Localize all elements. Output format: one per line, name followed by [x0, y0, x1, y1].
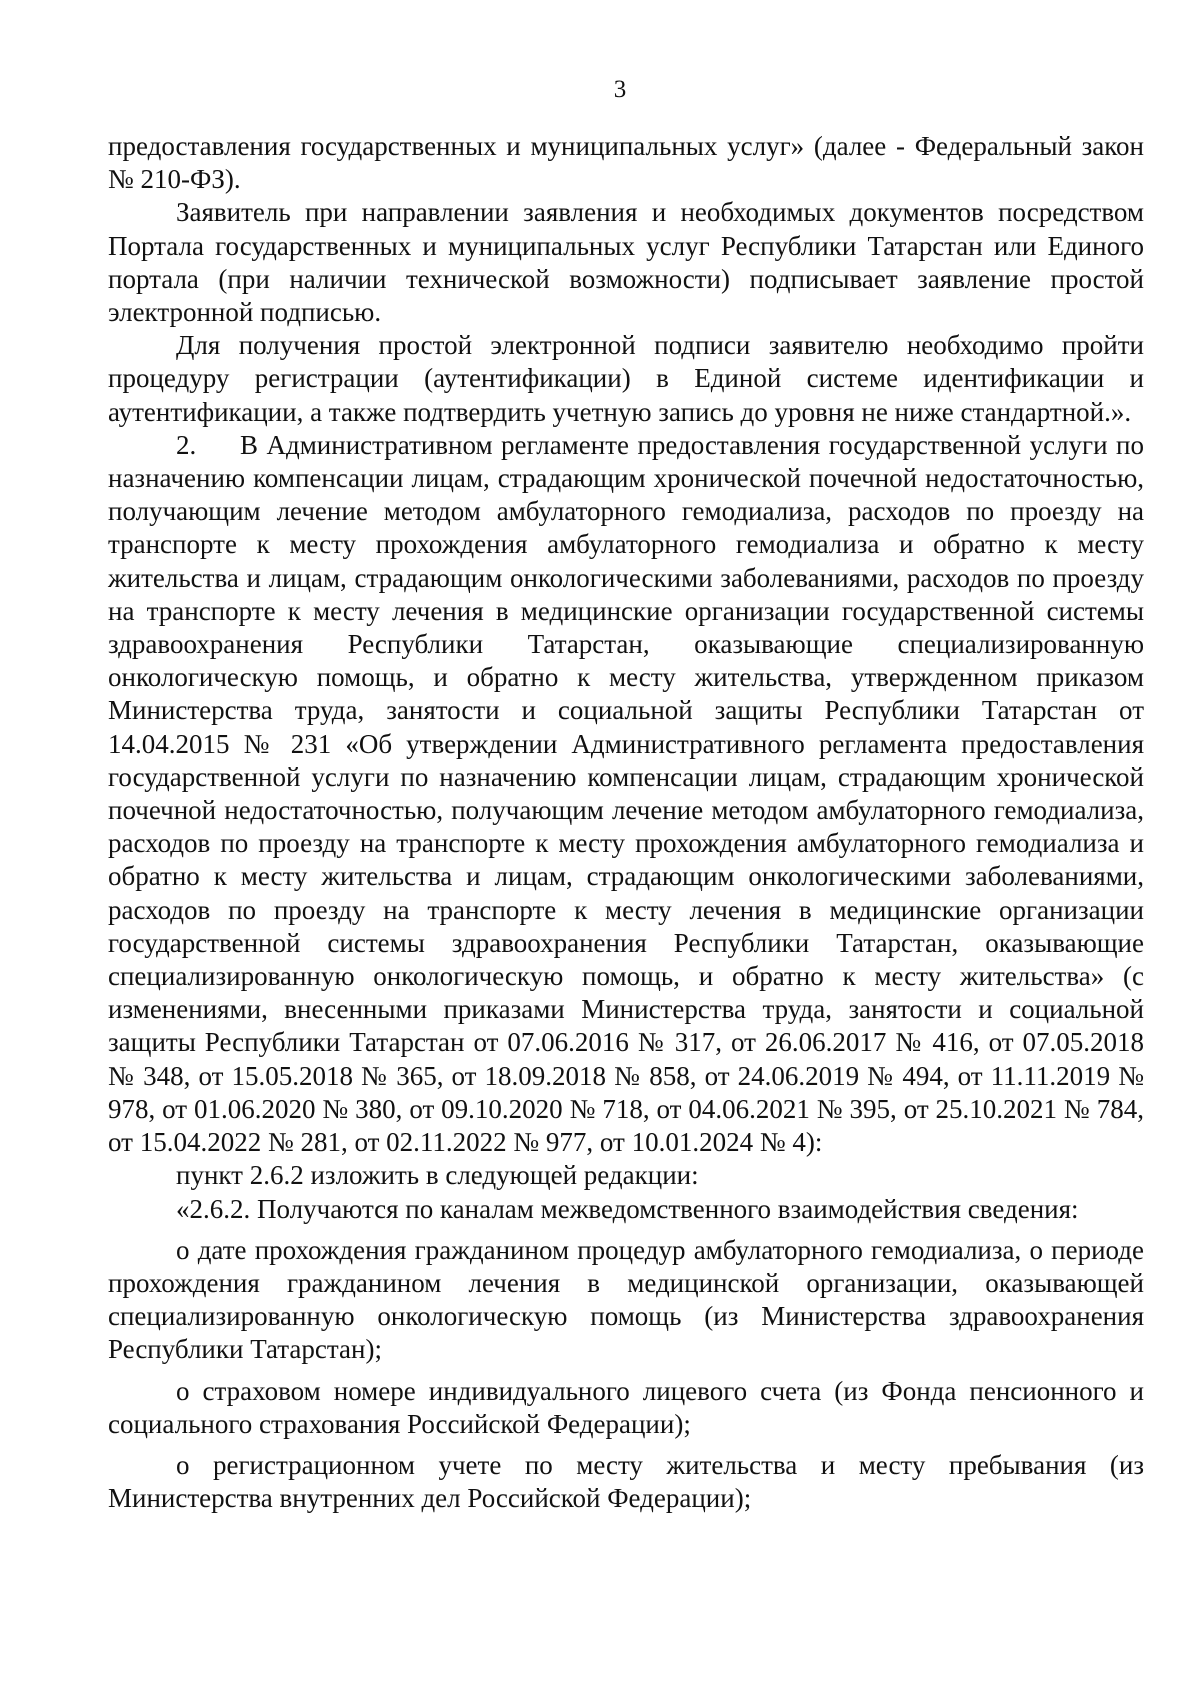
paragraph-continuation: предоставления государственных и муниципальных услуг» (далее - Федеральный закон № 210-ФЗ). [108, 131, 1144, 195]
paragraph-item-2 [108, 429, 1144, 1159]
paragraph-simple-signature: Для получения простой электронной подписи заявителю необходимо пройти процедуру регистрации (аутентификации) в Единой системе идентификации и аутентификации, а также подтвердить учетную запись до уровня не ниже стандартной.». [108, 330, 1144, 427]
paragraph-dialysis-info: о дате прохождения гражданином процедур амбулаторного гемодиализа, о периоде прохождения гражданином лечения в медицинской организации, оказывающей специализированную онкологическую помощь (из Министерства здравоохранения Республики Татарстан); [108, 1234, 1144, 1365]
item-number: 2. [176, 429, 197, 460]
paragraph-insurance-number: о страховом номере индивидуального лицевого счета (из Фонда пенсионного и социального страхования Российской Федерации); [108, 1375, 1144, 1439]
item-2-text: В Административном регламенте предоставления государственной услуги по назначению компенсации лицам, страдающим хронической почечной недостаточностью, получающим лечение методом амбулаторного гемодиализа, расходов по проезду на транспорте к месту прохождения амбулаторного гемодиализа и обратно к месту жительства и лицам, страдающим онкологическими заболеваниями, расходов по проезду на транспорте к месту лечения в медицинские организации государственной системы здравоохранения Республики Татарстан, оказывающие специализированную онкологическую помощь, и обратно к месту жительства, утвержденном приказом Министерства труда, занятости и социальной защиты Республики Татарстан от 14.04.2015 № 231 «Об утверждении Административного регламента предоставления государственной услуги по назначению компенсации лицам, страдающим хронической почечной недостаточностью, получающим лечение методом амбулаторного гемодиализа, расходов по проезду на транспорте к месту прохождения амбулаторного гемодиализа и обратно к месту жительства и лицам, страдающим онкологическими заболеваниями, расходов по проезду на транспорте к месту лечения в медицинские организации государственной системы здравоохранения Республики Татарстан, оказывающие специализированную онкологическую помощь, и обратно к месту жительства» (с изменениями, внесенными приказами Министерства труда, занятости и социальной защиты Республики Татарстан от 07.06.2016 № 317, от 26.06.2017 № 416, от 07.05.2018 № 348, от 15.05.2018 № 365, от 18.09.2018 № 858, от 24.06.2019 № 494, от 11.11.2019 № 978, от 01.06.2020 № 380, от 09.10.2020 № 718, от 04.06.2021 № 395, от 25.10.2021 № 784, от 15.04.2022 № 281, от 02.11.2022 № 977, от 10.01.2024 № 4): [108, 429, 1144, 1158]
document-body [108, 130, 1144, 1515]
paragraph-point-2-6-2: пункт 2.6.2 изложить в следующей редакции: [176, 1160, 699, 1191]
page-number: 3 [613, 76, 627, 103]
paragraph-registration: о регистрационном учете по месту жительства и месту пребывания (из Министерства внутренних дел Российской Федерации); [108, 1449, 1144, 1514]
paragraph-applicant-signature: Заявитель при направлении заявления и необходимых документов посредством Портала государственных и муниципальных услуг Республики Татарстан или Единого портала (при наличии технической возможности) подписывает заявление простой электронной подписью. [108, 197, 1144, 328]
paragraph-interagency-info: «2.6.2. Получаются по каналам межведомственного взаимодействия сведения: [176, 1193, 1079, 1224]
